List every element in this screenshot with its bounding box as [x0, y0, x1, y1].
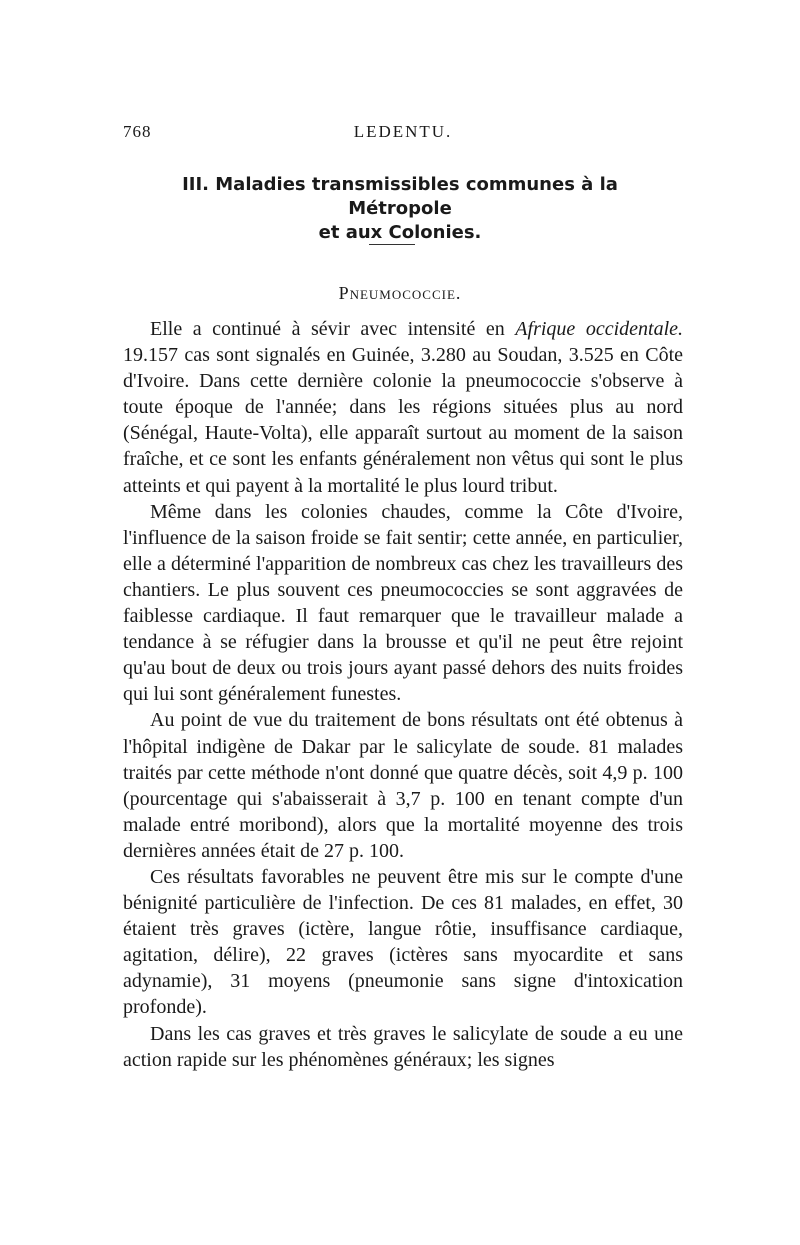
running-head: [123, 122, 683, 146]
body-text: [123, 316, 683, 1073]
section-divider: [369, 244, 415, 245]
paragraph-1: [123, 316, 683, 499]
paragraph-1-start: Elle a continué à sévir avec intensité en: [150, 318, 516, 340]
section-heading: [140, 173, 660, 245]
paragraph-1-rest: 19.157 cas sont signalés en Guinée, 3.280 au Soudan, 3.525 en Côte d'Ivoire. Dans cette dernière colonie la pneumococcie s'observe à toute époque de l'année; dans les régions situées plus au nord (Sénégal, Haute-Volta), elle apparaît surtout au moment de la saison fraîche, et ce sont les enfants généralement non vêtus qui sont le plus atteints et qui payent à la mortalité le plus lourd tribut.: [123, 344, 683, 497]
paragraph-4: Ces résultats favorables ne peuvent être mis sur le compte d'une bénignité particulière de l'infection. De ces 81 malades, en effet, 30 étaient très graves (ictère, langue rôtie, insuffisance cardiaque, agitation, délire), 22 graves (ictères sans myocardite et sans adynamie), 31 moyens (pneumonie sans signe d'intoxication profonde).: [123, 865, 683, 1019]
running-title: LEDENTU.: [353, 122, 453, 141]
paragraph-5: Dans les cas graves et très graves le salicylate de soude a eu une action rapide sur les phénomènes généraux; les signes: [123, 1022, 683, 1071]
section-heading-line-1: III. Maladies transmissibles communes à la Métropole: [182, 174, 618, 219]
place-name-italic: Afrique occidentale.: [515, 318, 684, 340]
paragraph-3: Au point de vue du traitement de bons résultats ont été obtenus à l'hôpital indigène de Dakar par le salicylate de soude. 81 malades traités par cette méthode n'ont donné que quatre décès, soit 4,9 p. 100 (pourcentage qui s'abaisserait à 3,7 p. 100 en tenant compte d'un malade entré moribond), alors que la mortalité moyenne des trois dernières années était de 27 p. 100.: [123, 709, 683, 862]
section-heading-line-2: et aux Colonies.: [318, 222, 482, 243]
subsection-heading: Pneumococcie.: [338, 283, 462, 303]
page-number: 768: [123, 122, 152, 141]
paragraph-2: Même dans les colonies chaudes, comme la Côte d'Ivoire, l'influence de la saison froide se fait sentir; cette année, en particulier, elle a déterminé l'apparition de nombreux cas chez les travailleurs des chantiers. Le plus souvent ces pneumococcies se sont aggravées de faiblesse cardiaque. Il faut remarquer que le travailleur malade a tendance à se réfugier dans la brousse et qu'il ne peut être rejoint qu'au bout de deux ou trois jours ayant passé dehors des nuits froides qui lui sont généralement funestes.: [123, 500, 683, 706]
